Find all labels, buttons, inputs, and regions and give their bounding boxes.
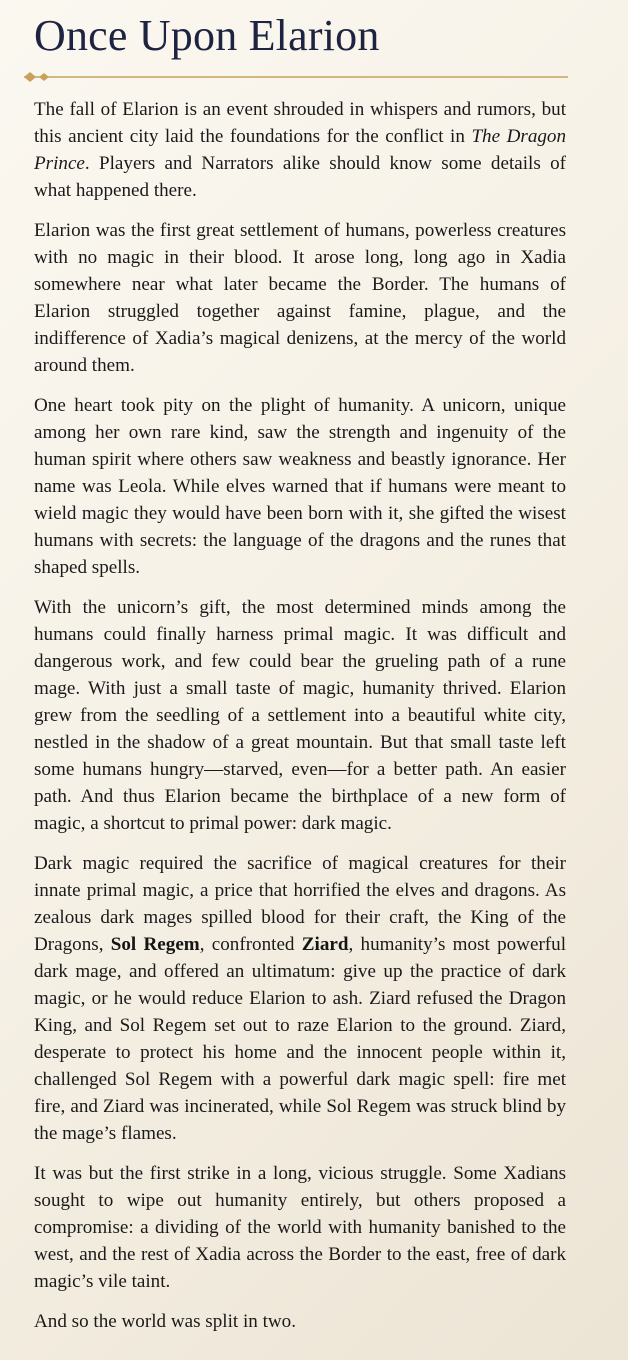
book-title: The Dragon Prince <box>34 126 567 174</box>
article-body <box>34 96 566 1348</box>
paragraph-3: One heart took pity on the plight of humanity. A unicorn, unique among her own rare kind, saw the strength and ingenuity of the human spirit where others saw weakness and beastly ignorance. Her name was Leola. While elves warned that if humans were meant to wield magic they would have been born with it, she gifted the wisest humans with secrets: the language of the dragons and the runes that shaped spells. <box>34 395 566 578</box>
paragraph-6: It was but the first strike in a long, vicious struggle. Some Xadians sought to wipe out humanity entirely, but others proposed a compromise: a dividing of the world with humanity banished to the west, and the rest of Xadia across the Border to the east, free of dark magic’s vile taint. <box>34 1163 566 1292</box>
paragraph-7: And so the world was split in two. <box>34 1311 296 1332</box>
paragraph-1-text-a: The fall of Elarion is an event shrouded in whispers and rumors, but this ancient city laid the foundations for the conflict in <box>34 99 566 147</box>
paragraph-5-text-c: , humanity’s most powerful dark mage, and offered an ultimatum: give up the practice of dark magic, or he would reduce Elarion to ash. Ziard refused the Dragon King, and Sol Regem set out to raze Elarion to the ground. Ziard, desperate to protect his home and the innocent people within it, challenged Sol Regem with a powerful dark magic spell: fire met fire, and Ziard was incinerated, while Sol Regem was struck blind by the mage’s flames. <box>34 934 567 1144</box>
paragraph-2: Elarion was the first great settlement of humans, powerless creatures with no magic in their blood. It arose long, long ago in Xadia somewhere near what later became the Border. The humans of Elarion struggled together against famine, plague, and the indifference of Xadia’s magical denizens, at the mercy of the world around them. <box>34 220 566 376</box>
paragraph-1 <box>34 96 566 204</box>
paragraph-4: With the unicorn’s gift, the most determined minds among the humans could finally harness primal magic. It was difficult and dangerous work, and few could bear the grueling path of a rune mage. With just a small taste of magic, humanity thrived. Elarion grew from the seedling of a settlement into a beautiful white city, nestled in the shadow of a great mountain. But that small taste left some humans hungry—starved, even—for a better path. An easier path. And thus Elarion became the birthplace of a new form of magic, a shortcut to primal power: dark magic. <box>34 597 566 834</box>
page-title: Once Upon Elarion <box>34 11 380 60</box>
paragraph-5 <box>34 850 566 1147</box>
diamond-rule-icon <box>22 69 568 85</box>
paragraph-5-text-a: Dark magic required the sacrifice of magical creatures for their innate primal magic, a price that horrified the elves and dragons. As zealous dark mages spilled blood for their craft, the King of the Dragons, <box>34 853 566 955</box>
paragraph-1-text-b: . Players and Narrators alike should know some details of what happened there. <box>34 153 566 201</box>
paragraph-5-text-b: , confronted <box>199 934 302 955</box>
name-ziard: Ziard <box>301 934 349 955</box>
name-sol-regem: Sol Regem <box>110 934 200 955</box>
